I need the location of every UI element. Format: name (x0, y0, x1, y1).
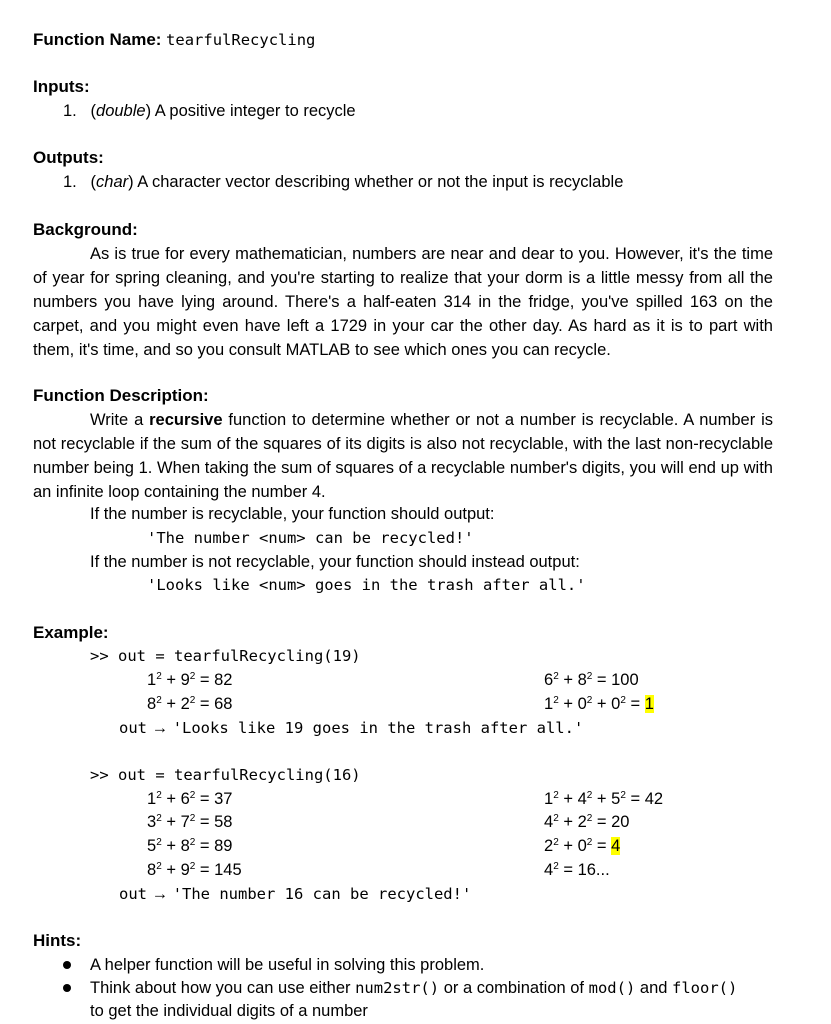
if-recyclable-text: If the number is recyclable, your function should output: (90, 505, 495, 523)
example1-left-step: $1^2 + 9^2 = 82$ (147, 671, 233, 689)
example2-left-step: $1^2 + 6^2 = 37$ (147, 790, 233, 808)
hints-heading: Hints: (33, 931, 82, 950)
output-item: 1. (char) A character vector describing whether or not the input is recyclable (63, 173, 624, 191)
background-heading: Background: (33, 220, 138, 239)
output-item-type: char (96, 173, 129, 191)
recyclable-output-code: 'The number <num> can be recycled!' (147, 529, 474, 547)
example2-left-step: $5^2 + 8^2 = 89$ (147, 837, 233, 855)
inputs-heading: Inputs: (33, 77, 90, 96)
example2-left-step: $3^2 + 7^2 = 58$ (147, 813, 233, 831)
hint-item: Think about how you can use either num2str() or a combination of mod() and floor() to get the individual digits of a number (90, 979, 738, 1020)
example2-right-step: $4^2 = 16$... (544, 861, 610, 879)
output-item-number: 1. (63, 173, 77, 191)
bullet-icon (63, 961, 71, 969)
highlighted-result: 4 (611, 837, 621, 855)
outputs-heading: Outputs: (33, 148, 104, 167)
example1-left-step: $8^2 + 2^2 = 68$ (147, 695, 233, 713)
background-text: As is true for every mathematician, numbers are near and dear to you. However, it's the time of year for spring cleaning, and you're starting to realize that your dorm is a little messy from all the numbers you have lying around. There's a half-eaten 314 in the fridge, you've spilled 163 on the carpet, and you might even have left a 1729 in your car the other day. As hard as it is to part with them, it's time, and so you consult MATLAB to see which ones you can recycle. (33, 245, 773, 359)
example1-result: 'Looks like 19 goes in the trash after all.' (172, 719, 584, 737)
description-heading: Function Description: (33, 386, 209, 405)
example1-right-step: $1^2 + 0^2 + 0^2 = 1$ (544, 695, 654, 713)
input-item-number: 1. (63, 102, 77, 120)
description-paragraph (33, 408, 773, 504)
inline-code: floor() (672, 979, 738, 997)
out-label: out (119, 719, 147, 737)
bullet-icon (63, 984, 71, 992)
example1-call: >> out = tearfulRecycling(19) (90, 647, 361, 665)
background-paragraph (33, 242, 773, 362)
not-recyclable-output-code: 'Looks like <num> goes in the trash after all.' (147, 576, 586, 594)
example-heading: Example: (33, 623, 109, 642)
arrow-icon: → (151, 719, 169, 737)
input-item-type: double (96, 102, 146, 120)
function-name-value: tearfulRecycling (166, 31, 316, 49)
example2-right-step: $1^2 + 4^2 + 5^2 = 42$ (544, 790, 664, 808)
arrow-icon: → (151, 885, 169, 903)
example1-output-line (119, 717, 583, 739)
input-item-desc: A positive integer to recycle (154, 102, 356, 120)
example1-right-step: $6^2 + 8^2 = 100$ (544, 671, 639, 689)
description-bold: recursive (149, 411, 223, 429)
highlighted-result: 1 (644, 695, 654, 713)
out-label: out (119, 885, 147, 903)
example2-result: 'The number 16 can be recycled!' (172, 885, 472, 903)
description-post: function to determine whether or not a number is recyclable. A number is not recyclable if the sum of the squares of its digits is also not recyclable, with the last non-recyclable number being 1. When taking the sum of squares of a recyclable number's digits, you will end up with an infinite loop containing the number 4. (33, 411, 773, 501)
description-pre: Write a (90, 411, 144, 429)
input-item: 1. (double) A positive integer to recycle (63, 102, 356, 120)
example2-left-step: $8^2 + 9^2 = 145$ (147, 861, 242, 879)
function-name-line (33, 29, 315, 51)
example2-right-step: $2^2 + 0^2 = 4$ (544, 837, 621, 855)
example2-right-step: $4^2 + 2^2 = 20$ (544, 813, 630, 831)
if-not-recyclable-text: If the number is not recyclable, your function should instead output: (90, 553, 580, 571)
example2-output-line (119, 883, 471, 905)
function-name-label: Function Name: (33, 30, 162, 49)
example2-call: >> out = tearfulRecycling(16) (90, 766, 361, 784)
output-item-desc: A character vector describing whether or not the input is recyclable (137, 173, 624, 191)
hint-item: A helper function will be useful in solving this problem. (90, 956, 485, 974)
inline-code: mod() (588, 979, 636, 997)
inline-code: num2str() (355, 979, 440, 997)
